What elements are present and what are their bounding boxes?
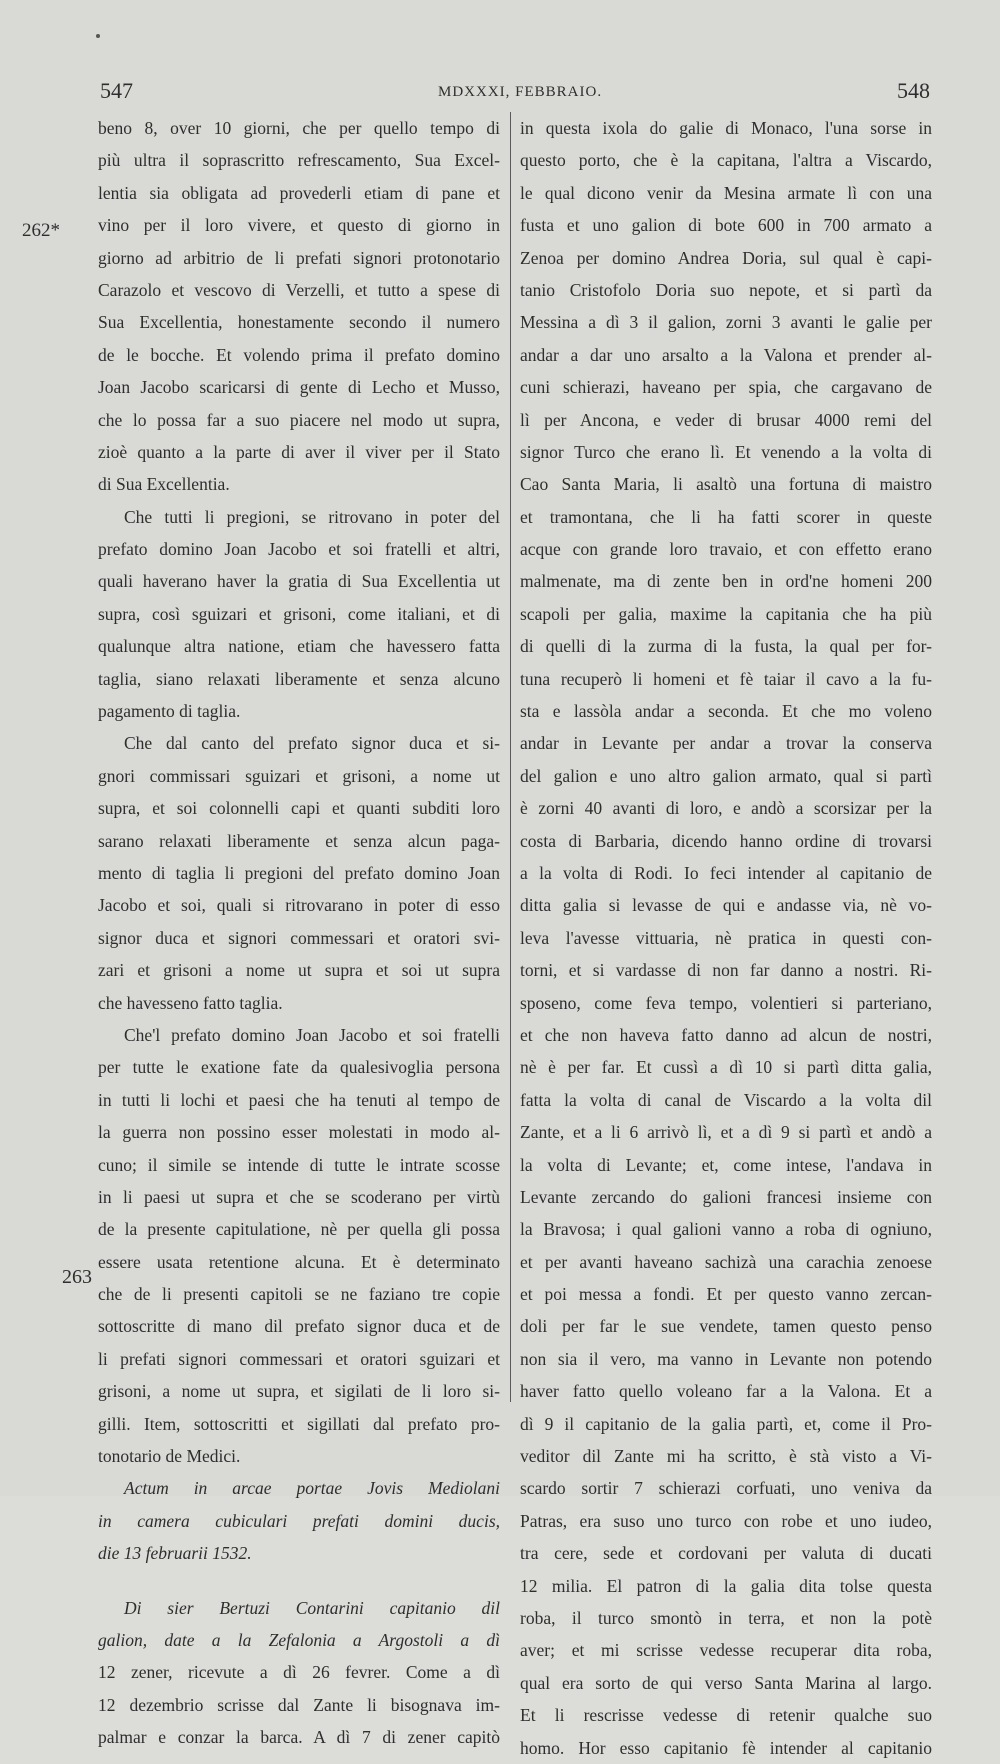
text-line: in li paesi ut supra et che se scoderano per virtù <box>98 1186 500 1207</box>
text-line: cuni schierazi, haveano per spia, che cargavano de <box>520 377 932 398</box>
text-line: de le bocche. Et volendo prima il prefato domino <box>98 344 500 365</box>
text-line: in tutti li lochi et paesi che ha tenuti al tempo de <box>98 1089 500 1110</box>
text-line: palmar e conzar la barca. A dì 7 di zener capitò <box>98 1727 500 1748</box>
text-line: Zante, et a li 6 arrivò lì, et a dì 9 si partì et andò a <box>520 1122 932 1143</box>
text-line: Che tutti li pregioni, se ritrovano in poter del <box>124 506 500 527</box>
text-line: de la presente capitulatione, nè per quella gli possa <box>98 1219 500 1240</box>
text-line: che lo possa far a suo piacere nel modo ut supra, <box>98 409 500 430</box>
text-line: nè è per far. Et cussì a dì 10 si partì ditta galia, <box>520 1057 932 1078</box>
text-line: questo porto, che è la capitana, l'altra a Viscardo, <box>520 150 932 171</box>
text-line: 12 milia. El patron di la galia dita tolse questa <box>520 1575 932 1596</box>
text-line: tra cere, sede et cordovani per valuta di ducati <box>520 1543 932 1564</box>
text-line: andar a dar uno arsalto a la Valona et prender al- <box>520 344 932 365</box>
text-line: fusta et uno galion di bote 600 in 700 armato a <box>520 215 932 236</box>
text-line: andar in Levante per andar a trovar la conserva <box>520 733 932 754</box>
actum-line: Actum in arcae portae Jovis Mediolani <box>124 1478 500 1499</box>
text-line: sposeno, come feva tempo, volentieri si parteriano, <box>520 992 932 1013</box>
text-line: vino per il loro vivere, et questo di giorno in <box>98 215 500 236</box>
text-line: Carazolo et vescovo di Verzelli, et tutto a spese di <box>98 279 500 300</box>
text-line: per tutte le exatione fate da qualesivoglia persona <box>98 1057 500 1078</box>
text-line: et tramontana, che li ha fatti scorer in queste <box>520 506 932 527</box>
text-line: Che dal canto del prefato signor duca et si- <box>124 733 500 754</box>
margin-note-263: 263 <box>62 1266 92 1288</box>
text-line: in questa ixola do galie di Monaco, l'una sorse in <box>520 118 932 138</box>
running-title: MDXXXI, FEBBRAIO. <box>438 84 603 100</box>
text-line: ditta galia si levasse de qui e andasse via, nè vo- <box>520 895 932 916</box>
text-line: haver fatto quello voleano far a la Valona. Et a <box>520 1381 932 1402</box>
text-line: Levante zercando do galioni francesi insieme con <box>520 1186 932 1207</box>
text-line: torni, et si vardasse di non far danno a nostri. Ri- <box>520 960 932 981</box>
text-line: scardo sortir 7 schierazi corfuati, uno veniva da <box>520 1478 932 1499</box>
text-line: lentia sia obligata ad provederli etiam di pane et <box>98 182 500 203</box>
right-column <box>520 112 932 1764</box>
text-line: di quelli di la zurma di la fusta, la qual per for- <box>520 636 932 657</box>
text-line: la Bravosa; i qual galioni vanno a roba di ogniuno, <box>520 1219 932 1240</box>
text-line: del galion e uno altro galion armato, qual si partì <box>520 765 932 786</box>
text-line: che de li presenti capitoli se ne faziano tre copie <box>98 1284 500 1305</box>
text-line: dì 9 il capitanio de la galia partì, et, come il Pro- <box>520 1413 932 1434</box>
text-line: aver; et mi scrisse vedesse recuperar dita roba, <box>520 1640 932 1661</box>
text-line: zari et grisoni a nome ut supra et soi ut supra <box>98 960 500 981</box>
text-line: taglia, siano relaxati liberamente et senza alcuno <box>98 668 500 689</box>
text-line: prefato domino Joan Jacobo et soi fratelli et altri, <box>98 539 500 560</box>
text-line: le qual dicono venir da Mesina armate lì con una <box>520 182 932 203</box>
right-page-number: 548 <box>897 78 930 103</box>
text-line: la guerra non possino esser molestati in modo al- <box>98 1122 500 1143</box>
text-line: et per avanti haveano sachizà una carachia zenoese <box>520 1251 932 1272</box>
text-line: Et li rescrisse vedesse di retenir qualche suo <box>520 1705 932 1726</box>
text-line: mento di taglia li pregioni del prefato domino Joan <box>98 862 500 883</box>
text-line: cuno; il simile se intende di tutte le intrate scosse <box>98 1154 500 1175</box>
text-line: sta e lassòla andar a seconda. Et che mo voleno <box>520 701 932 722</box>
text-line: 12 zener, ricevute a dì 26 fevrer. Come a dì <box>98 1662 500 1683</box>
section-gap <box>98 1570 500 1592</box>
text-line: la volta di Levante; et, come intese, l'andava in <box>520 1154 932 1175</box>
text-line: lì per Ancona, e veder di brusar 4000 remi del <box>520 409 932 430</box>
text-line: et che non haveva fatto danno ad alcun de nostri, <box>520 1024 932 1045</box>
speck <box>96 34 100 38</box>
text-line: tanio Cristofolo Doria suo nepote, et si partì da <box>520 279 932 300</box>
left-page-number: 547 <box>100 78 133 103</box>
text-line: Jacobo et soi, quali si ritrovarano in poter di esso <box>98 895 500 916</box>
text-line: è zorni 40 avanti di loro, e andò a scorsizar per la <box>520 798 932 819</box>
text-line: qualunque altra natione, etiam che havessero fatta <box>98 636 500 657</box>
text-line: gnori commissari sguizari et grisoni, a nome ut <box>98 765 500 786</box>
text-line: signor duca et signori commessari et oratori svi- <box>98 927 500 948</box>
text-line: grisoni, a nome ut supra, et sigilati de li loro si- <box>98 1381 500 1402</box>
letter-heading-line: Di sier Bertuzi Contarini capitanio dil <box>124 1597 500 1618</box>
text-line: malmenate, ma di zente ben in ord'ne homeni 200 <box>520 571 932 592</box>
text-line: non sia il vero, ma vanno in Levante non potendo <box>520 1348 932 1369</box>
text-line: Messina a dì 3 il galion, zorni 3 avanti le galie per <box>520 312 932 333</box>
actum-line: die 13 februarii 1532. <box>98 1543 252 1564</box>
column-divider <box>510 112 511 1402</box>
text-line: 12 dezembrio scrisse dal Zante li bisognava im- <box>98 1694 500 1715</box>
page-header <box>0 78 1000 108</box>
text-line: homo. Hor esso capitanio fè intender al capitanio <box>520 1737 932 1758</box>
text-line: essere usata retentione alcuna. Et è determinato <box>98 1251 500 1272</box>
text-line: che havesseno fatto taglia. <box>98 992 283 1013</box>
left-column <box>98 112 500 1754</box>
text-line: tonotario de Medici. <box>98 1446 241 1467</box>
text-line: a la volta di Rodi. Io feci intender al capitanio de <box>520 862 932 883</box>
margin-note-262: 262* <box>22 220 60 241</box>
text-line: sarano relaxati liberamente et senza alcun paga- <box>98 830 500 851</box>
text-line: acque con grande loro travaio, et con effetto erano <box>520 539 932 560</box>
text-line: pagamento di taglia. <box>98 701 241 722</box>
text-line: doli per far le sue vendete, tamen questo penso <box>520 1316 932 1337</box>
text-line: zioè quanto a la parte di aver il viver per il Stato <box>98 441 500 462</box>
text-line: scapoli per galia, maxime la capitania che ha più <box>520 603 932 624</box>
text-line: veditor dil Zante mi ha scritto, è stà visto a Vi- <box>520 1446 932 1467</box>
text-line: supra, et soi colonnelli capi et quanti subditi loro <box>98 798 500 819</box>
text-line: Joan Jacobo scaricarsi di gente di Lecho et Musso, <box>98 377 500 398</box>
text-line: beno 8, over 10 giorni, che per quello tempo di <box>98 118 500 138</box>
actum-line: in camera cubiculari prefati domini ducis, <box>98 1510 500 1531</box>
text-line: fatta la volta di canal de Viscardo a la volta dil <box>520 1089 932 1110</box>
text-line: sottoscritte di mano dil prefato signor duca et de <box>98 1316 500 1337</box>
text-line: signor Turco che erano lì. Et venendo a la volta di <box>520 441 932 462</box>
text-line: giorno ad arbitrio de li prefati signori protonotario <box>98 247 500 268</box>
text-line: Patras, era suso uno turco con robe et uno iudeo, <box>520 1510 932 1531</box>
text-line: supra, così sguizari et grisoni, come italiani, et di <box>98 603 500 624</box>
text-line: Che'l prefato domino Joan Jacobo et soi fratelli <box>124 1024 500 1045</box>
text-line: Sua Excellentia, honestamente secondo il numero <box>98 312 500 333</box>
text-line: leva l'avesse vittuaria, nè pratica in questi con- <box>520 927 932 948</box>
text-line: tuna recuperò li homeni et fè taiar il cavo a la fu- <box>520 668 932 689</box>
text-line: li prefati signori commessari et oratori sguizari et <box>98 1348 500 1369</box>
text-line: et poi messa a fondi. Et per questo vanno zercan- <box>520 1284 932 1305</box>
text-line: costa di Barbaria, dicendo hanno ordine di trovarsi <box>520 830 932 851</box>
text-line: qual era sorto de qui verso Santa Marina al largo. <box>520 1672 932 1693</box>
text-line: gilli. Item, sottoscritti et sigillati dal prefato pro- <box>98 1413 500 1434</box>
text-line: di Sua Excellentia. <box>98 474 230 495</box>
text-line: Zenoa per domino Andrea Doria, sul qual è capi- <box>520 247 932 268</box>
text-line: roba, il turco smontò in terra, et non la potè <box>520 1607 932 1628</box>
text-line: quali haverano haver la gratia di Sua Excellentia ut <box>98 571 500 592</box>
text-line: Cao Santa Maria, li asaltò una fortuna di maistro <box>520 474 932 495</box>
letter-heading-line: galion, date a la Zefalonia a Argostoli a dì <box>98 1629 500 1650</box>
text-line: più ultra il soprascritto refrescamento, Sua Excel- <box>98 150 500 171</box>
